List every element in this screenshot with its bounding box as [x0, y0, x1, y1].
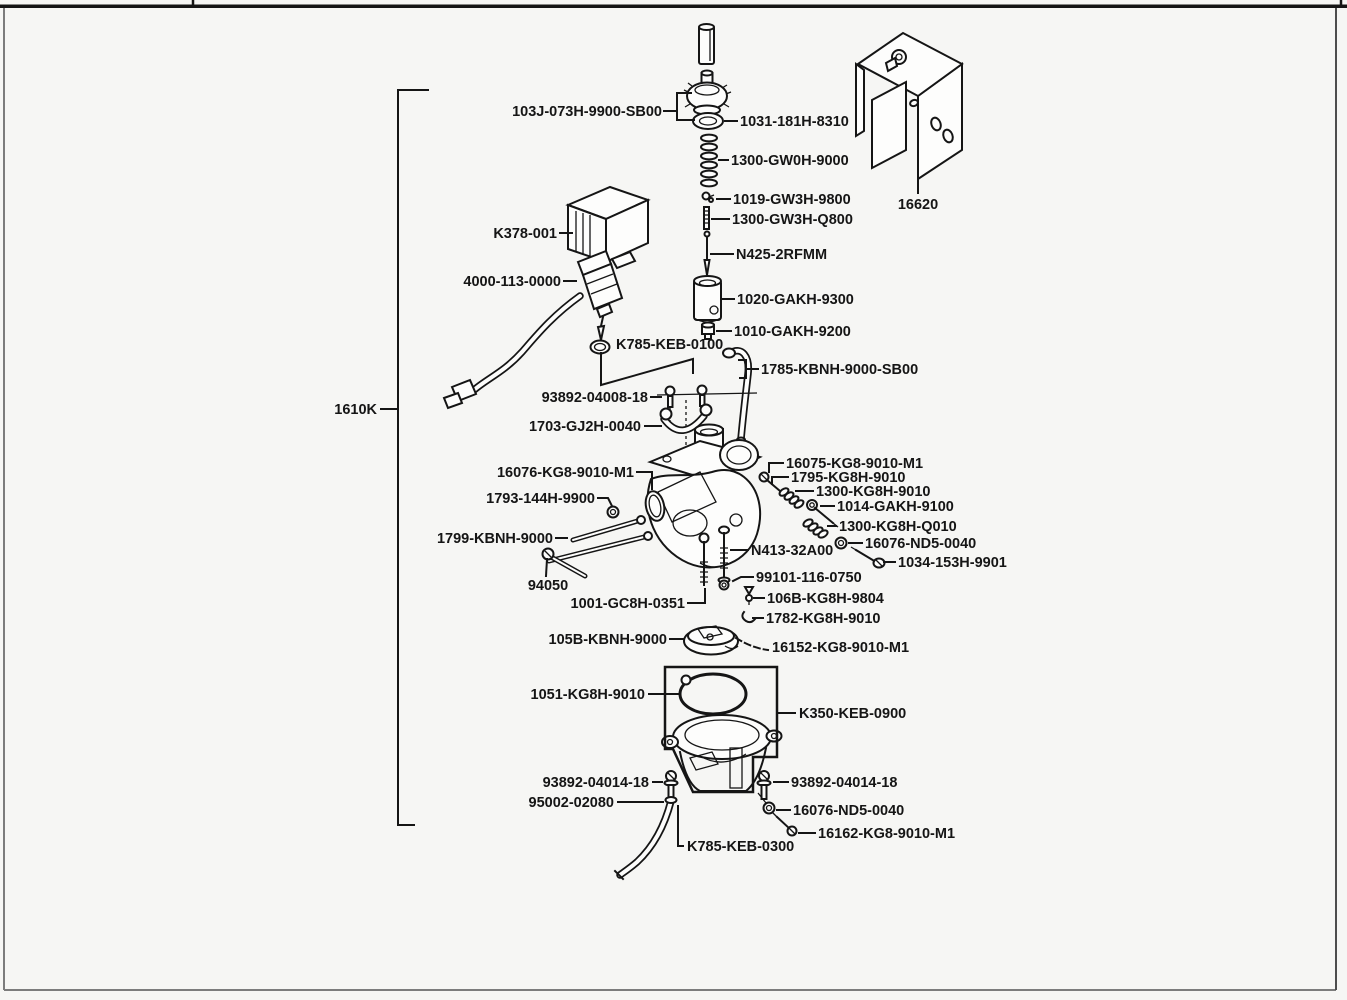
drain-tube-95002-drawing [615, 797, 677, 879]
label-1610k: 1610K [334, 402, 377, 418]
fuel-inlet-pipe-drawing [723, 349, 748, 443]
label-16076-nd5-0040-right: 16076-ND5-0040 [865, 536, 977, 552]
label-1703-gj2h-0040: 1703-GJ2H-0040 [528, 419, 641, 435]
throttle-slide-drawing [694, 276, 721, 322]
label-1300-gw3h-q800: 1300-GW3H-Q800 [732, 212, 853, 228]
idle-screw-16075-drawing [760, 473, 781, 492]
oring-k785-0100-drawing [591, 341, 610, 354]
label-1020-gakh-9300: 1020-GAKH-9300 [737, 292, 854, 308]
jet-needle-drawing [705, 232, 710, 276]
label-k785-keb-0300: K785-KEB-0300 [687, 839, 795, 855]
label-1795-kg8h-9010: 1795-KG8H-9010 [791, 470, 906, 486]
label-94050: 94050 [527, 578, 569, 594]
label-103j-073h-9900-sb00: 103J-073H-9900-SB00 [512, 104, 662, 120]
assembly-bracket-1610k [381, 90, 428, 825]
float-105b-drawing [684, 626, 738, 655]
manifold-studs-drawing [549, 507, 652, 562]
label-1785-kbnh-9000-sb00: 1785-KBNH-9000-SB00 [761, 362, 919, 378]
label-1799-kbnh-9000: 1799-KBNH-9000 [436, 531, 553, 547]
label-1300-gw0h-9000: 1300-GW0H-9000 [731, 153, 849, 169]
label-1010-gakh-9200: 1010-GAKH-9200 [734, 324, 851, 340]
label-1051-kg8h-9010: 1051-KG8H-9010 [530, 687, 645, 703]
label-16162-kg8-9010-m1: 16162-KG8-9010-M1 [818, 826, 956, 842]
label-1782-kg8h-9010: 1782-KG8H-9010 [766, 611, 881, 627]
label-16075-kg8-9010-m1: 16075-KG8-9010-M1 [786, 456, 924, 472]
float-valve-106b-drawing [745, 587, 753, 605]
bowl-gasket-notch [682, 676, 691, 685]
label-1300-kg8h-9010: 1300-KG8H-9010 [816, 484, 931, 500]
bolt-99101-drawing [719, 571, 730, 590]
label-1031-181h-8310: 1031-181H-8310 [740, 114, 849, 130]
label-1034-153h-9901: 1034-153H-9901 [898, 555, 1007, 571]
label-k350-keb-0900: K350-KEB-0900 [799, 706, 907, 722]
spring-1300-kg8h-q010-drawing [802, 518, 829, 539]
label-16152-kg8-9010-m1: 16152-KG8-9010-M1 [772, 640, 910, 656]
label-1793-144h-9900: 1793-144H-9900 [486, 491, 595, 507]
label-16076-nd5-0040-bottom: 16076-ND5-0040 [793, 803, 905, 819]
label-1001-gc8h-0351: 1001-GC8H-0351 [570, 596, 685, 612]
bowl-screw-left-drawing [665, 771, 678, 799]
label-n425-2rfmm: N425-2RFMM [736, 247, 828, 263]
washer-16076-nd5-right-drawing [836, 538, 847, 549]
label-1300-kg8h-q010: 1300-KG8H-Q010 [839, 519, 957, 535]
label-1019-gw3h-9800: 1019-GW3H-9800 [733, 192, 851, 208]
cap-washer-drawing [693, 113, 723, 129]
mounting-bracket-16620-drawing [856, 33, 962, 179]
label-93892-04014-18-right: 93892-04014-18 [791, 775, 898, 791]
needle-holder-drawing [704, 207, 709, 229]
label-93892-04014-18-left: 93892-04014-18 [542, 775, 649, 791]
label-95002-02080: 95002-02080 [528, 795, 614, 811]
label-99101-116-0750: 99101-116-0750 [756, 570, 862, 586]
cable-adjuster-cover-drawing [699, 24, 714, 64]
label-k785-keb-0100: K785-KEB-0100 [616, 337, 724, 353]
label-16620: 16620 [897, 197, 939, 213]
label-16076-kg8-9010-m1: 16076-KG8-9010-M1 [496, 465, 634, 481]
label-105b-kbnh-9000: 105B-KBNH-9000 [548, 632, 667, 648]
label-106b-kg8h-9804: 106B-KG8H-9804 [767, 591, 884, 607]
label-4000-113-0000: 4000-113-0000 [463, 274, 561, 290]
throttle-spring-drawing [701, 135, 717, 187]
label-93892-04008-18: 93892-04008-18 [541, 390, 648, 406]
label-n413-32a00: N413-32A00 [751, 543, 834, 559]
label-1014-gakh-9100: 1014-GAKH-9100 [837, 499, 954, 515]
label-k378-001: K378-001 [493, 226, 557, 242]
needle-clip-drawing [703, 193, 715, 203]
frame-top-border [0, 5, 1347, 9]
